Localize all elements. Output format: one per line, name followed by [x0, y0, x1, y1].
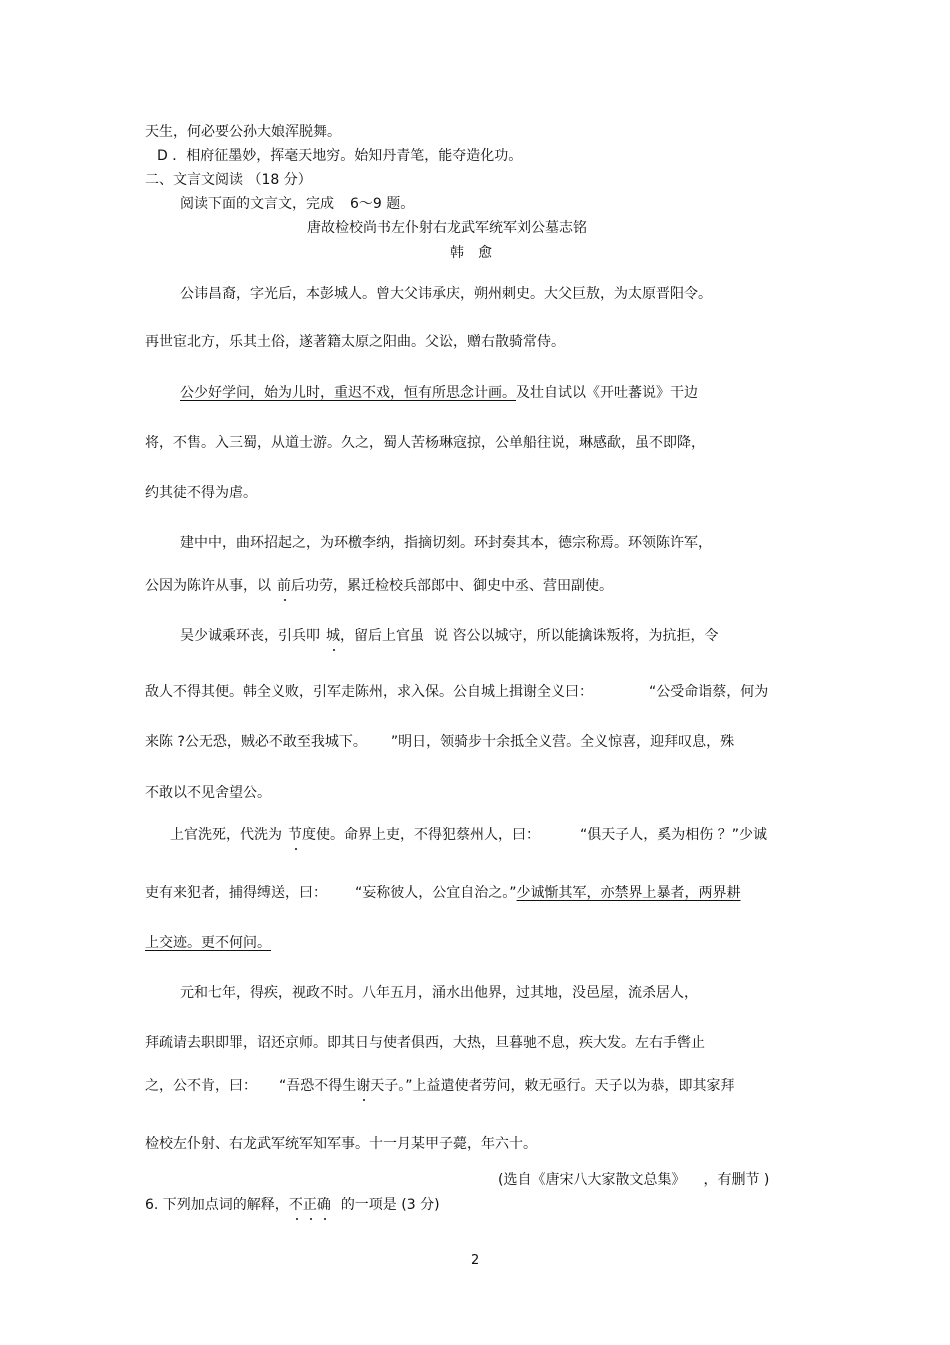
dotted-word: 谢: [356, 1078, 371, 1094]
text: (选自《唐宋八大家散文总集》: [498, 1172, 686, 1188]
text-line: [170, 826, 767, 844]
text-line: [145, 484, 257, 502]
question-6: [145, 1196, 440, 1214]
text-line: [145, 784, 271, 802]
text: ，有删节 ): [703, 1172, 770, 1188]
text-line: [145, 123, 341, 141]
instruction-line: [180, 195, 414, 213]
text-line: [145, 333, 565, 351]
option-d-line: [157, 147, 522, 165]
text: 公因为陈许从事，以: [145, 578, 271, 594]
text: “俱天子人，奚为相伤 ？”少诚: [580, 827, 767, 843]
text: 及壮自试以《开吐蕃说》干边: [516, 385, 698, 401]
text: 阅读下面的文言文，完成: [180, 196, 334, 212]
text: “妄称彼人，公宜自治之。”: [355, 885, 517, 901]
text: 天生，何必要公孙大娘浑脱舞。: [145, 124, 341, 140]
section-heading: [145, 171, 312, 189]
text: 敌人不得其便。韩全义败，引军走陈州，求入保。公自城上揖谢全义曰：: [145, 684, 593, 700]
text-line: [145, 577, 613, 595]
underlined-sentence: 少诚惭其军，亦禁界上暴者，两界耕: [516, 885, 741, 901]
text: 说 咨公以城守，所以能擒诛叛将，为抗拒，令: [434, 628, 719, 644]
text-line: [145, 884, 741, 902]
dotted-word: 确: [316, 1197, 331, 1213]
text: 拜疏请去职即罪，诏还京师。即其日与使者俱西，大热，旦暮驰不息，疾大发。左右手辔止: [145, 1035, 705, 1051]
text: 韩 愈: [450, 245, 492, 261]
dotted-word: 前: [277, 578, 291, 594]
text-line: [145, 1135, 537, 1153]
underlined-sentence: 公少好学问，始为儿时，重迟不戏，恒有所思念计画。: [180, 385, 516, 401]
text: 6～9 题。: [350, 196, 415, 212]
text: ，留后上官虽: [340, 628, 424, 644]
text-line: [145, 434, 705, 452]
text-line: [180, 384, 698, 402]
passage-author: [450, 244, 492, 262]
dotted-word: 节: [288, 827, 302, 843]
text-line: [180, 285, 712, 303]
text: 将，不售。入三蜀，从道士游。久之，蜀人苦杨琳寇掠，公单船往说，琳感歃，虽不即降，: [145, 435, 705, 451]
text: 约其徒不得为虐。: [145, 485, 257, 501]
text-line: [180, 534, 712, 552]
text: “吾恐不得生: [279, 1078, 357, 1094]
text: 上官洗死，代洗为: [170, 827, 282, 843]
text: 检校左仆射、右龙武军统军知军事。十一月某甲子薨，年六十。: [145, 1136, 537, 1152]
text-line: [145, 683, 768, 701]
text: ”明日，领骑步十余抵全义营。全义惊喜，迎拜叹息，殊: [390, 734, 735, 750]
dotted-word: 正: [302, 1197, 317, 1213]
text: 元和七年，得疾，视政不时。八年五月，涌水出他界，过其地，没邑屋，流杀居人，: [180, 985, 698, 1001]
text-line: [145, 1034, 705, 1052]
text: 来陈 ?公无恐，贼必不敢至我城下。: [145, 734, 367, 750]
text-line: [145, 1077, 735, 1095]
passage-title: [307, 219, 587, 237]
text-line: [180, 627, 718, 645]
text: 建中中，曲环招起之，为环檄李纳，指摘切刻。环封奏其本，德宗称焉。环领陈许军，: [180, 535, 712, 551]
dotted-word: 城: [326, 628, 340, 644]
text: 再世宦北方，乐其土俗，遂著籍太原之阳曲。父讼，赠右散骑常侍。: [145, 334, 565, 350]
text: 吏有来犯者，捕得缚送，曰：: [145, 885, 327, 901]
text: “公受命诣蔡，何为: [649, 684, 769, 700]
text: 天子。”上益遣使者劳问，敕无亟行。天子以为恭，即其家拜: [370, 1078, 735, 1094]
source-note: [498, 1171, 769, 1189]
text: 吴少诚乘环丧，引兵叩: [180, 628, 320, 644]
dotted-word: 不: [288, 1197, 303, 1213]
text: 6. 下列加点词的解释，: [145, 1197, 289, 1213]
text-line: [145, 733, 734, 751]
text: 公讳昌裔，字光后，本彭城人。曾大父讳承庆，朔州刺史。大父巨敖，为太原晋阳令。: [180, 286, 712, 302]
page-number: 2: [471, 1253, 480, 1268]
text: 度使。命界上吏，不得犯蔡州人，曰：: [302, 827, 540, 843]
text-line: [145, 934, 271, 952]
text: D ．相府征墨妙，挥毫天地穷。始知丹青笔，能夺造化功。: [157, 148, 523, 164]
text: 的一项是 (3 分): [340, 1197, 440, 1213]
text: 之，公不肯，曰：: [145, 1078, 257, 1094]
text-line: [180, 984, 698, 1002]
text: 后功劳，累迁检校兵部郎中、御史中丞、营田副使。: [291, 578, 613, 594]
underlined-sentence: 上交迹。更不何问。: [145, 935, 271, 951]
text: 二、文言文阅读 （18 分）: [145, 172, 312, 188]
text: 不敢以不见舍望公。: [145, 785, 271, 801]
text: 唐故检校尚书左仆射右龙武军统军刘公墓志铭: [307, 220, 587, 236]
